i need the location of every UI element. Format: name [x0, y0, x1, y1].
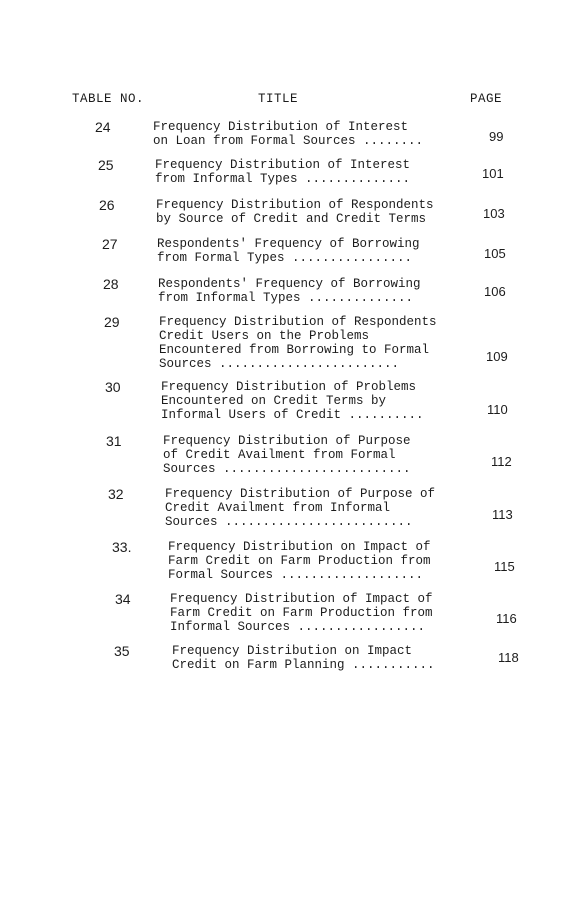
title-line: Frequency Distribution of Purpose [163, 434, 411, 448]
page-number: 118 [498, 650, 519, 665]
title-line: Credit Availment from Informal [165, 501, 391, 515]
page-number: 103 [483, 206, 505, 221]
page-number: 101 [482, 166, 504, 181]
page-number: 116 [496, 611, 517, 626]
title-line: Informal Sources ................. [170, 620, 426, 634]
title-line: Sources ......................... [165, 515, 413, 529]
page-number: 115 [494, 559, 515, 574]
title-line: Farm Credit on Farm Production from [168, 554, 431, 568]
title-line: from Formal Types ................ [157, 251, 413, 265]
table-number: 34 [115, 591, 131, 607]
title-line: Frequency Distribution of Respondents [159, 315, 437, 329]
page-number: 113 [492, 507, 513, 522]
page-number: 109 [486, 349, 508, 364]
table-number: 29 [104, 314, 120, 330]
title-line: Credit Users on the Problems [159, 329, 370, 343]
table-number: 33. [112, 539, 132, 555]
table-number: 30 [105, 379, 121, 395]
title-line: on Loan from Formal Sources ........ [153, 134, 424, 148]
title-line: Credit on Farm Planning ........... [172, 658, 435, 672]
table-number: 31 [106, 433, 122, 449]
title-line: Informal Users of Credit .......... [161, 408, 424, 422]
table-number: 27 [102, 236, 118, 252]
page-number: 112 [491, 454, 512, 469]
title-line: Sources ......................... [163, 462, 411, 476]
table-number: 28 [103, 276, 119, 292]
title-line: Frequency Distribution of Purpose of [165, 487, 436, 501]
page-number: 105 [484, 246, 506, 261]
table-number: 24 [95, 119, 111, 135]
header-table-no: TABLE NO. [72, 92, 145, 106]
title-line: from Informal Types .............. [155, 172, 411, 186]
title-line: Encountered from Borrowing to Formal [159, 343, 430, 357]
table-number: 35 [114, 643, 130, 659]
title-line: Frequency Distribution on Impact of [168, 540, 431, 554]
title-line: by Source of Credit and Credit Terms [156, 212, 427, 226]
title-line: Sources ........................ [159, 357, 400, 371]
header-title: TITLE [258, 92, 299, 106]
table-number: 26 [99, 197, 115, 213]
title-line: Encountered on Credit Terms by [161, 394, 387, 408]
title-line: Formal Sources ................... [168, 568, 424, 582]
title-line: Farm Credit on Farm Production from [170, 606, 433, 620]
page-number: 110 [487, 402, 508, 417]
title-line: Frequency Distribution on Impact [172, 644, 413, 658]
title-line: from Informal Types .............. [158, 291, 414, 305]
title-line: of Credit Availment from Formal [163, 448, 396, 462]
title-line: Respondents' Frequency of Borrowing [157, 237, 420, 251]
title-line: Frequency Distribution of Interest [155, 158, 411, 172]
page-number: 106 [484, 284, 506, 299]
table-number: 32 [108, 486, 124, 502]
title-line: Frequency Distribution of Problems [161, 380, 417, 394]
title-line: Frequency Distribution of Impact of [170, 592, 433, 606]
title-line: Respondents' Frequency of Borrowing [158, 277, 421, 291]
title-line: Frequency Distribution of Respondents [156, 198, 434, 212]
header-page: PAGE [470, 92, 503, 106]
page-number: 99 [489, 129, 504, 144]
table-number: 25 [98, 157, 114, 173]
title-line: Frequency Distribution of Interest [153, 120, 409, 134]
